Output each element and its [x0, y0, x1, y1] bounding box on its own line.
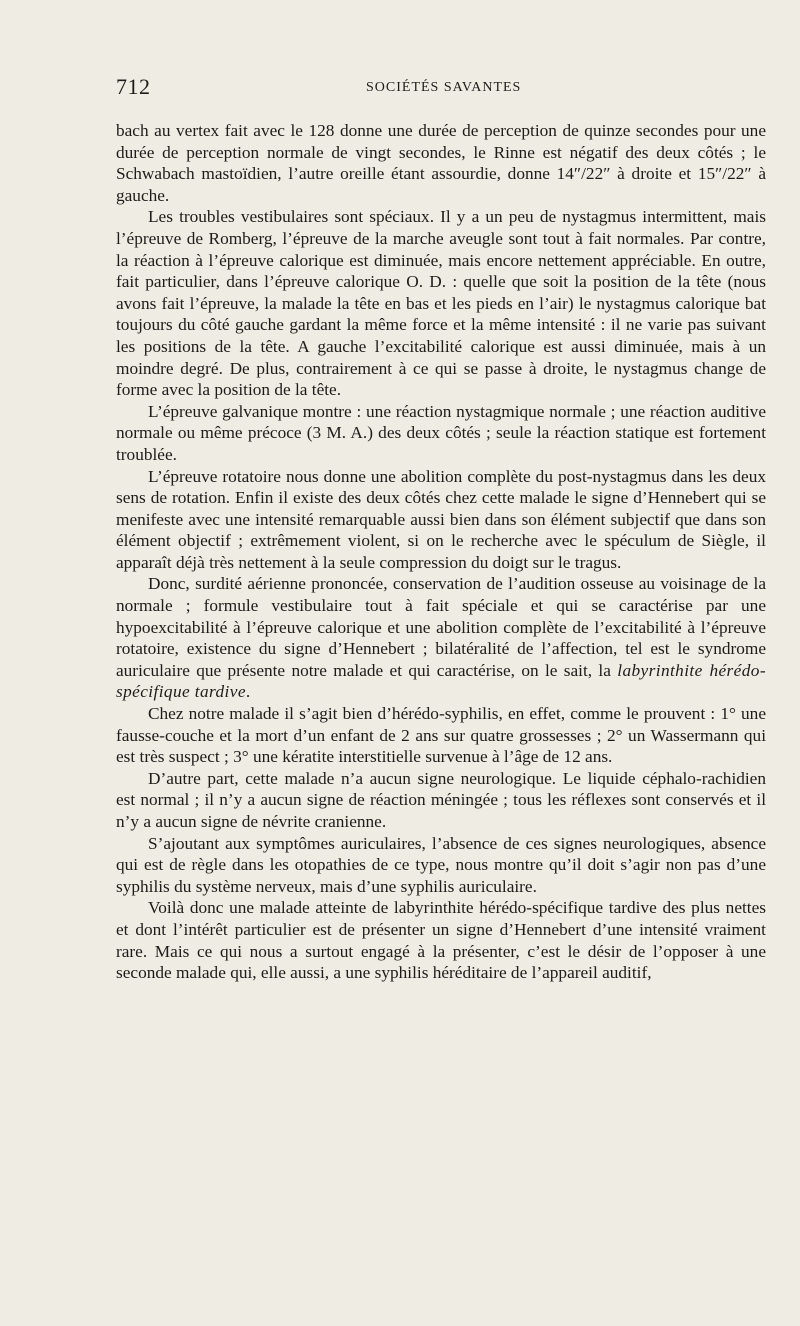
paragraph: L’épreuve rotatoire nous donne une abolition complète du post-nystagmus dans les deux sens de rotation. Enfin il existe des deux côtés chez cette malade le signe d’Hennebert qui se menifeste avec une intensité remarquable aussi bien dans son élément subjectif que dans son élément objectif ; extrêmement violent, si on le recherche avec le spéculum de Siègle, il apparaît déjà très nettement à la seule compression du doigt sur le tragus. [116, 466, 766, 572]
paragraph: L’épreuve galvanique montre : une réaction nystagmique normale ; une réaction auditive normale ou même précoce (3 M. A.) des deux côtés ; seule la réaction statique est fortement troublée. [116, 401, 766, 464]
paragraph: D’autre part, cette malade n’a aucun signe neurologique. Le liquide céphalo-rachidien est normal ; il n’y a aucun signe de réaction méningée ; tous les réflexes sont conservés et il n’y a aucun signe de névrite cranienne. [116, 768, 766, 831]
page-number: 712 [116, 74, 151, 99]
paragraph: Voilà donc une malade atteinte de labyrinthite hérédo-spécifique tardive des plus nettes et dont l’intérêt particulier est de présenter un signe d’Hennebert d’une intensité vraiment rare. Mais ce qui nous a surtout engagé à la présenter, c’est le désir de l’opposer à une seconde malade qui, elle aussi, a une syphilis héréditaire de l’appareil auditif, [116, 898, 766, 983]
running-title: SOCIÉTÉS SAVANTES [366, 80, 522, 95]
paragraph-text: Donc, surdité aérienne prononcée, conservation de l’audition osseuse au voisinage de la normale ; formule vestibulaire tout à fait spéciale et qui se caractérise par une hypoexcitabilité à l’épreuve calorique et une abolition complète de l’excitabilité à l’épreuve rotatoire, existence du signe d’Hennebert ; bilatéralité de l’affection, tel est le syndrome auriculaire que présente notre malade et qui caractérise, on le sait, la [116, 574, 766, 680]
paragraph-text: . [245, 682, 251, 702]
paragraph [116, 573, 766, 703]
paragraph: bach au vertex fait avec le 128 donne une durée de perception de quinze secondes pour une durée de perception normale de vingt secondes, le Rinne est négatif des deux côtés ; le Schwabach mastoïdien, l’autre oreille étant assourdie, donne 14″/22″ à droite et 15″/22″ à gauche. [116, 121, 766, 205]
italic-term: labyrinthite hérédo-spécifique tardive [116, 660, 766, 702]
paragraph: Les troubles vestibulaires sont spéciaux. Il y a un peu de nystagmus intermittent, mais l’épreuve de Romberg, l’épreuve de la marche aveugle sont tout à fait normales. Par contre, la réaction à l’épreuve calorique est diminuée, mais encore nettement appréciable. En outre, fait particulier, dans l’épreuve calorique O. D. : quelle que soit la position de la tête (nous avons fait l’épreuve, la malade la tête en bas et les pieds en l’air) le nystagmus calorique bat toujours du côté gauche gardant la même force et la même intensité : il ne varie pas suivant les positions de la tête. A gauche l’excitabilité calorique est aussi diminuée, mais à un moindre degré. De plus, contrairement à ce qui se passe à droite, le nystagmus change de forme avec la position de la tête. [116, 207, 766, 400]
body-text [116, 120, 766, 984]
paragraph: S’ajoutant aux symptômes auriculaires, l’absence de ces signes neurologiques, absence qui est de règle dans les otopathies de ce type, nous montre qu’il doit s’agir non pas d’une syphilis du système nerveux, mais d’une syphilis auriculaire. [116, 833, 766, 896]
paragraph: Chez notre malade il s’agit bien d’hérédo-syphilis, en effet, comme le prouvent : 1° une fausse-couche et la mort d’un enfant de 2 ans sur quatre grossesses ; 2° un Wassermann qui est très suspect ; 3° une kératite interstitielle survenue à l’âge de 12 ans. [116, 704, 766, 767]
page-header [116, 74, 766, 104]
